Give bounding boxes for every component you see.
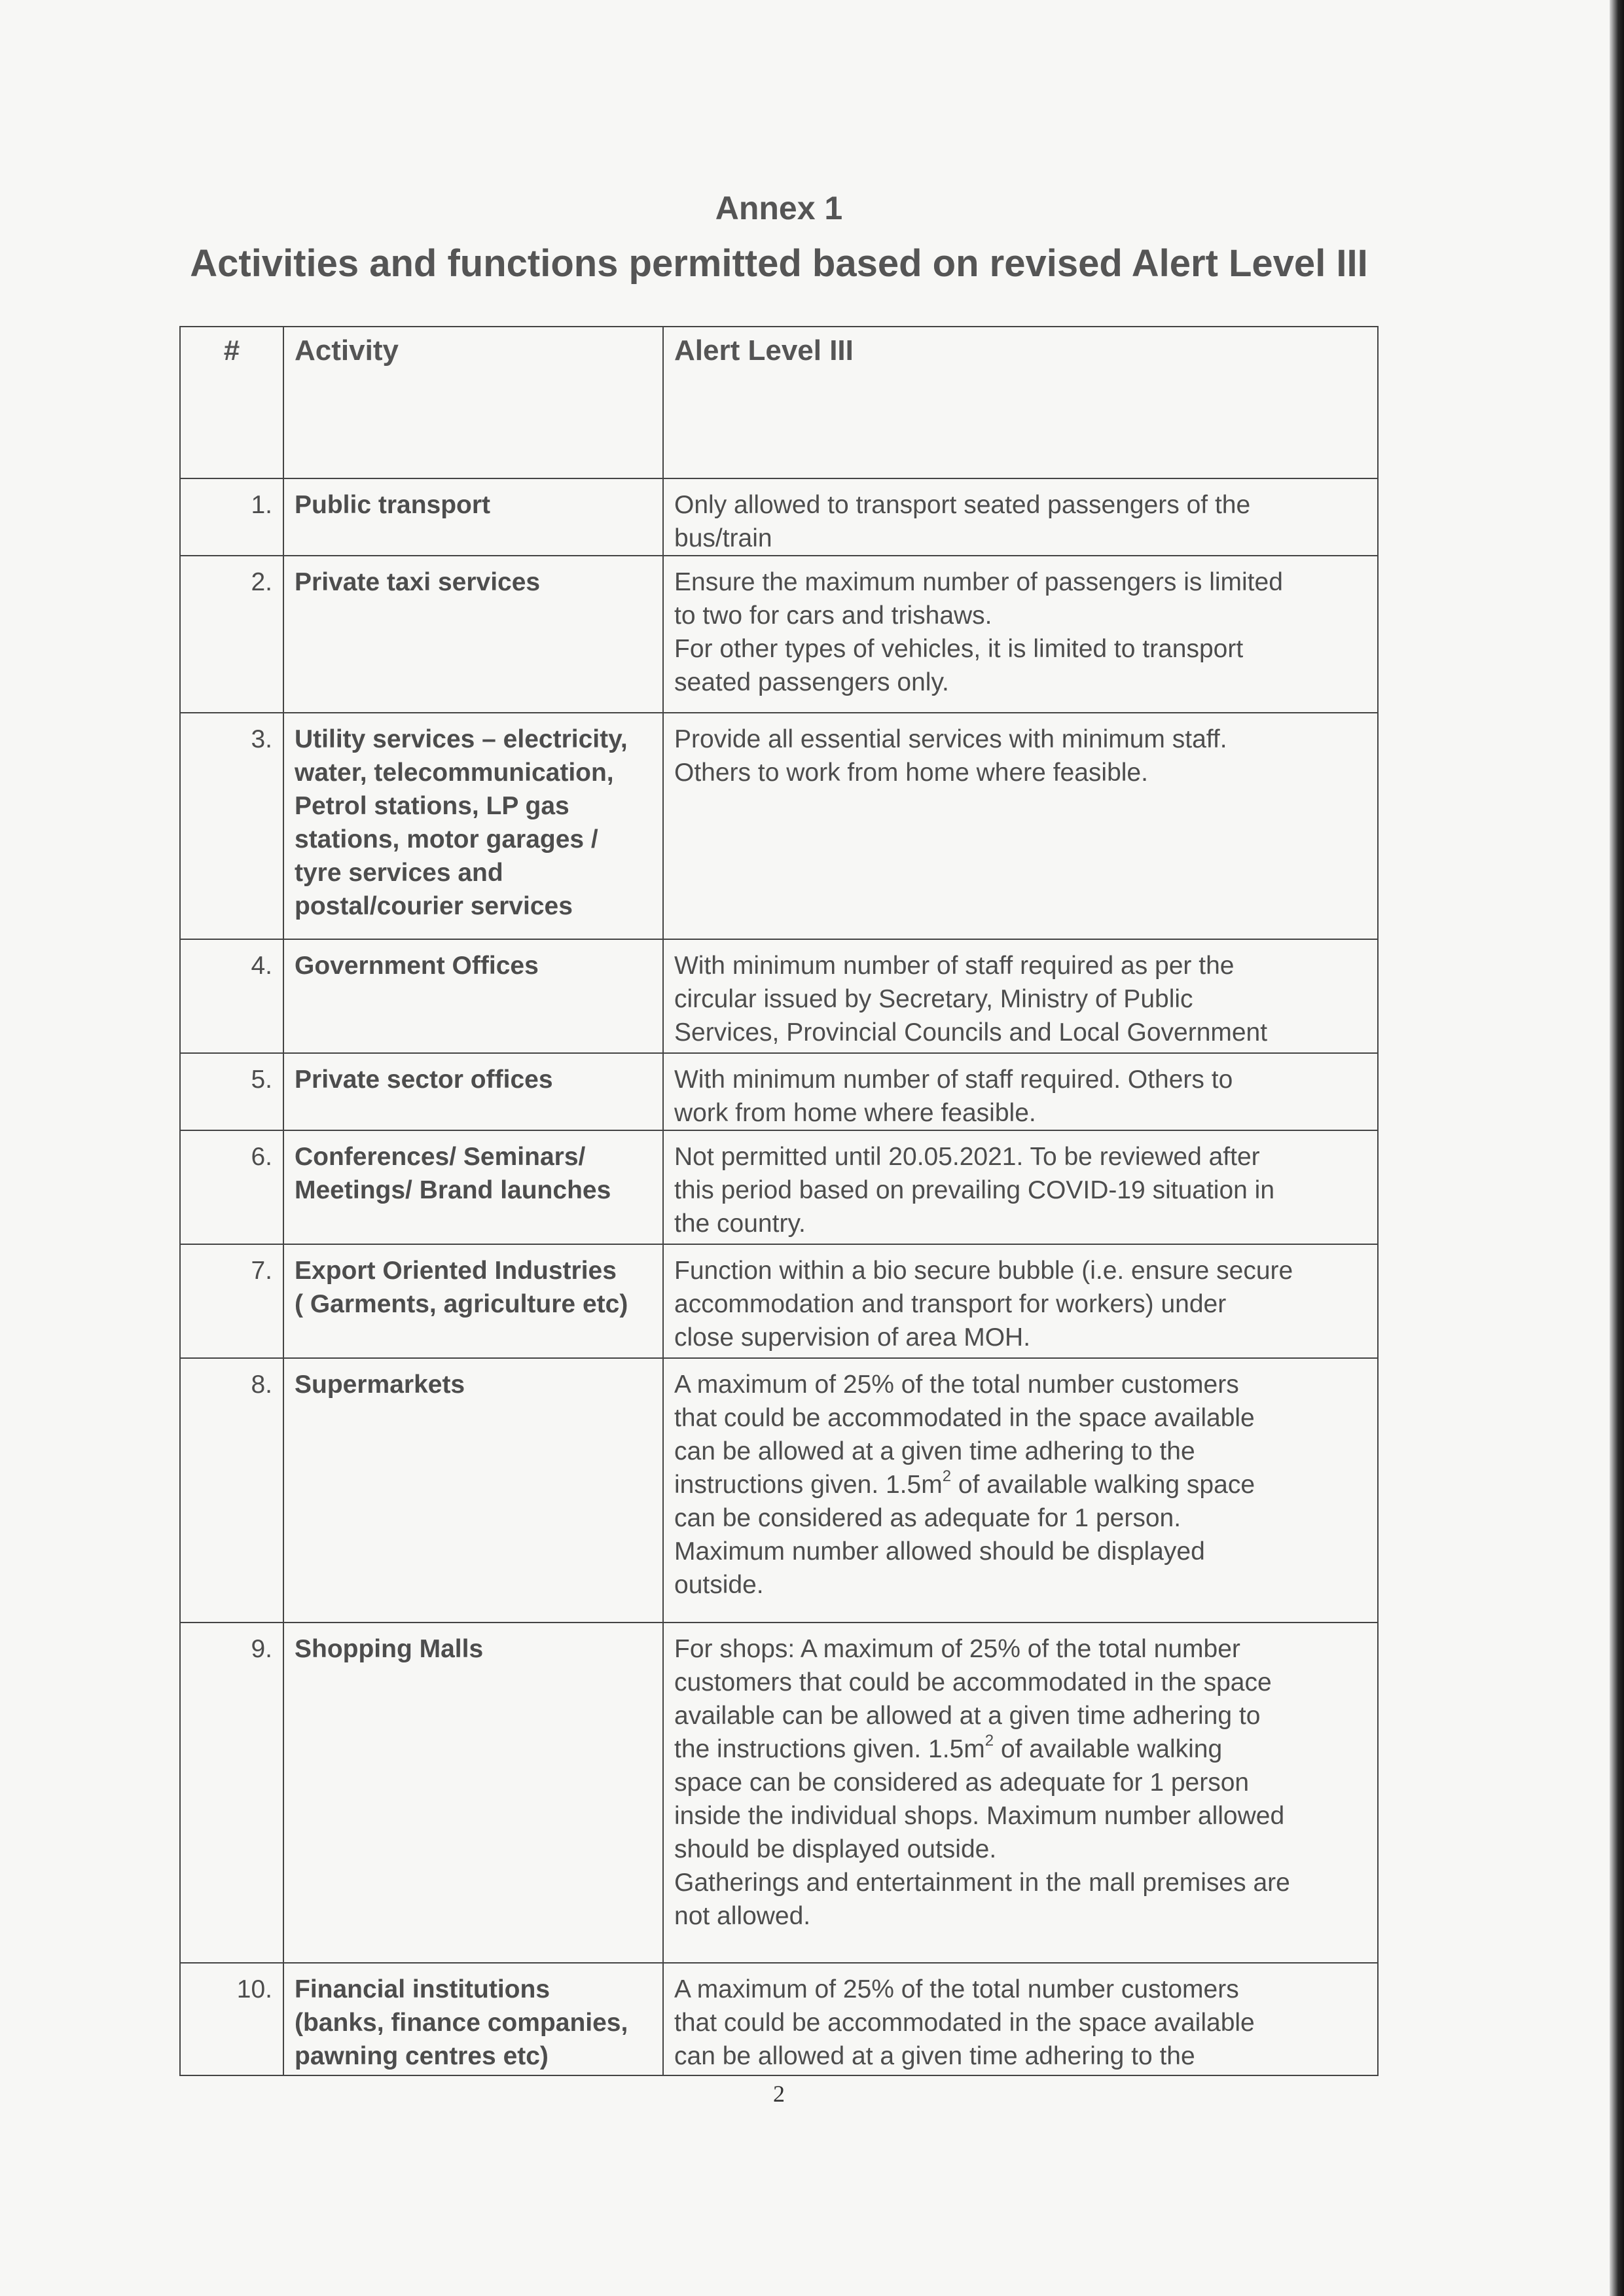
table-row: [180, 556, 1378, 713]
alert-level-line: [674, 1732, 1367, 1766]
alert-level-line: this period based on prevailing COVID-19 situation in: [674, 1176, 1275, 1204]
area-text-after: of available walking: [994, 1735, 1223, 1763]
row-activity: [283, 1358, 663, 1623]
alert-level-line: Ensure the maximum number of passengers is limited: [674, 568, 1283, 596]
alert-level-line: can be considered as adequate for 1 person.: [674, 1504, 1182, 1532]
alert-level-line: accommodation and transport for workers) under: [674, 1290, 1227, 1318]
row-alert-level: [663, 713, 1378, 939]
alert-level-line: inside the individual shops. Maximum number allowed: [674, 1802, 1285, 1830]
alert-level-table: [179, 326, 1379, 2076]
table-row: [180, 478, 1378, 556]
table-row: [180, 1358, 1378, 1623]
area-text: instructions given. 1.5m: [674, 1471, 943, 1499]
activity-line: stations, motor garages /: [295, 825, 598, 853]
alert-level-line: work from home where feasible.: [674, 1099, 1036, 1127]
alert-level-line: customers that could be accommodated in the space: [674, 1668, 1272, 1696]
activity-line: Private sector offices: [295, 1066, 553, 1094]
alert-level-line: For other types of vehicles, it is limited to transport: [674, 635, 1244, 663]
row-activity: [283, 1963, 663, 2075]
activity-line: Financial institutions: [295, 1975, 550, 2003]
alert-level-line: With minimum number of staff required. Others to: [674, 1066, 1233, 1094]
activity-line: Government Offices: [295, 952, 539, 980]
row-activity: [283, 939, 663, 1053]
alert-level-line: A maximum of 25% of the total number customers: [674, 1371, 1239, 1399]
alert-level-line: Function within a bio secure bubble (i.e. ensure secure: [674, 1257, 1293, 1285]
activity-line: Public transport: [295, 491, 491, 519]
row-alert-level: [663, 1963, 1378, 2075]
activity-line: Utility services – electricity,: [295, 725, 628, 753]
area-text-after: of available walking space: [951, 1471, 1255, 1499]
alert-level-line: can be allowed at a given time adhering to the: [674, 2042, 1195, 2070]
alert-level-line: not allowed.: [674, 1902, 811, 1930]
table-row: [180, 1130, 1378, 1244]
row-alert-level: [663, 1358, 1378, 1623]
table-row: [180, 939, 1378, 1053]
row-number: 4.: [180, 939, 283, 1053]
table-row: [180, 1963, 1378, 2075]
row-number: 3.: [180, 713, 283, 939]
alert-level-line: A maximum of 25% of the total number customers: [674, 1975, 1239, 2003]
table-row: [180, 1053, 1378, 1130]
alert-level-line: to two for cars and trishaws.: [674, 601, 992, 630]
activity-line: tyre services and: [295, 859, 503, 887]
activity-line: Meetings/ Brand launches: [295, 1176, 611, 1204]
row-number: 10.: [180, 1963, 283, 2075]
page-number: 2: [773, 2081, 785, 2107]
square-superscript: 2: [984, 1732, 994, 1749]
alert-level-line: Others to work from home where feasible.: [674, 759, 1148, 787]
alert-level-line: should be displayed outside.: [674, 1835, 997, 1863]
activity-line: ( Garments, agriculture etc): [295, 1290, 628, 1318]
alert-level-line: that could be accommodated in the space available: [674, 2009, 1255, 2037]
row-number: 2.: [180, 556, 283, 713]
alert-level-line: Maximum number allowed should be displayed: [674, 1537, 1205, 1566]
alert-level-line: With minimum number of staff required as per the: [674, 952, 1235, 980]
alert-level-line: can be allowed at a given time adhering to the: [674, 1437, 1195, 1465]
alert-level-line: close supervision of area MOH.: [674, 1323, 1031, 1352]
row-activity: [283, 1053, 663, 1130]
row-number: 6.: [180, 1130, 283, 1244]
row-alert-level: [663, 1053, 1378, 1130]
row-alert-level: [663, 1130, 1378, 1244]
activity-line: Export Oriented Industries: [295, 1257, 617, 1285]
row-activity: [283, 1623, 663, 1963]
row-alert-level: [663, 478, 1378, 556]
activity-line: pawning centres etc): [295, 2042, 549, 2070]
row-alert-level: [663, 1244, 1378, 1358]
alert-level-line: Gatherings and entertainment in the mall premises are: [674, 1869, 1290, 1897]
header-alert-level: Alert Level III: [663, 327, 1378, 478]
square-superscript: 2: [942, 1467, 952, 1485]
row-number: 5.: [180, 1053, 283, 1130]
table-row: [180, 713, 1378, 939]
row-alert-level: [663, 1623, 1378, 1963]
activity-line: Petrol stations, LP gas: [295, 792, 569, 820]
alert-level-line: seated passengers only.: [674, 668, 949, 696]
activity-line: water, telecommunication,: [295, 759, 614, 787]
alert-level-line: Services, Provincial Councils and Local Government: [674, 1018, 1268, 1047]
alert-level-line: Provide all essential services with minimum staff.: [674, 725, 1227, 753]
alert-level-line: the country.: [674, 1210, 806, 1238]
table-row: [180, 1623, 1378, 1963]
row-number: 9.: [180, 1623, 283, 1963]
alert-level-line: For shops: A maximum of 25% of the total number: [674, 1635, 1240, 1663]
row-number: 8.: [180, 1358, 283, 1623]
row-alert-level: [663, 939, 1378, 1053]
table-row: [180, 1244, 1378, 1358]
table-header-row: [180, 327, 1378, 478]
area-text: the instructions given. 1.5m: [674, 1735, 985, 1763]
alert-level-line: available can be allowed at a given time adhering to: [674, 1702, 1261, 1730]
activity-line: Supermarkets: [295, 1371, 465, 1399]
alert-level-line: Only allowed to transport seated passengers of the: [674, 491, 1251, 519]
alert-level-line: circular issued by Secretary, Ministry of Public: [674, 985, 1193, 1013]
annex-heading: Annex 1: [715, 190, 843, 226]
row-activity: [283, 478, 663, 556]
alert-level-line: Not permitted until 20.05.2021. To be reviewed after: [674, 1143, 1260, 1171]
row-number: 7.: [180, 1244, 283, 1358]
activity-line: (banks, finance companies,: [295, 2009, 628, 2037]
alert-level-line: outside.: [674, 1571, 764, 1599]
alert-level-line: space can be considered as adequate for 1 person: [674, 1768, 1250, 1797]
header-number: #: [180, 327, 283, 478]
activity-line: Conferences/ Seminars/: [295, 1143, 586, 1171]
row-activity: [283, 1244, 663, 1358]
row-activity: [283, 713, 663, 939]
row-activity: [283, 556, 663, 713]
activity-line: postal/courier services: [295, 892, 573, 920]
document-title: Activities and functions permitted based on revised Alert Level III: [190, 242, 1368, 285]
activity-line: Shopping Malls: [295, 1635, 484, 1663]
page-edge-shadow: [1610, 0, 1624, 2296]
row-alert-level: [663, 556, 1378, 713]
header-activity: Activity: [283, 327, 663, 478]
alert-level-line: [674, 1468, 1367, 1501]
alert-level-line: that could be accommodated in the space available: [674, 1404, 1255, 1432]
activity-line: Private taxi services: [295, 568, 541, 596]
row-number: 1.: [180, 478, 283, 556]
row-activity: [283, 1130, 663, 1244]
alert-level-line: bus/train: [674, 524, 772, 552]
